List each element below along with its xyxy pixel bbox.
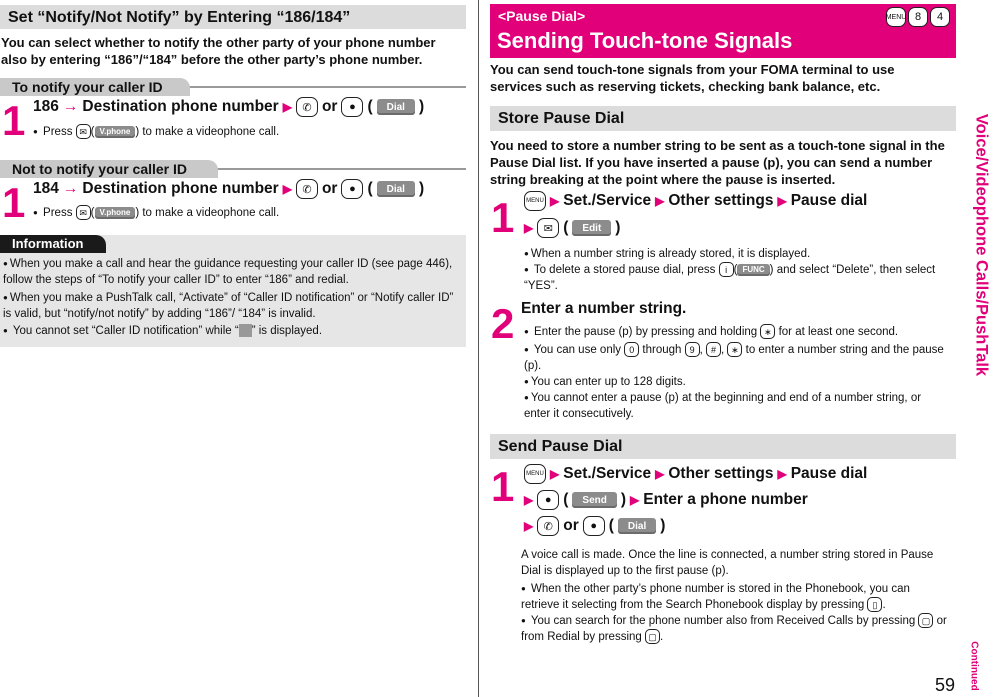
store-pause-dial-header: Store Pause Dial <box>490 106 956 131</box>
section-header-186-184 <box>0 5 466 29</box>
received-calls-key-icon: ▢ <box>918 613 933 628</box>
store-step-1-line2: ▶ ✉ ( Edit ) <box>524 219 621 236</box>
page-number: 59 <box>935 675 956 695</box>
chapter-title: Voice/Videophone Calls/PushTalk <box>972 113 991 377</box>
call-key-icon: ✆ <box>296 179 318 199</box>
zero-key-icon: 0 <box>624 342 639 357</box>
column-divider <box>478 0 479 697</box>
store-step2-bullet-3: ● You can enter up to 128 digits. <box>524 374 954 390</box>
send-softkey: Send <box>572 492 616 508</box>
store-step-2: Enter a number string. <box>521 300 687 317</box>
send-bullet-2: ● You can search for the phone number also from Received Calls by pressing ▢ or from Redial by pressing ▢ . <box>521 613 951 645</box>
bullet-videophone: ● Press ✉ ( V.phone ) to make a videophone call. <box>33 205 279 221</box>
pause-dial-header <box>490 4 956 58</box>
information-tab: Information <box>0 235 106 253</box>
section-title: Set “Notify/Not Notify” by Entering “186/184” <box>8 9 351 26</box>
nine-key-icon: 9 <box>685 342 700 357</box>
menu-key-icon: MENU <box>524 464 546 484</box>
i-appli-key-icon: i <box>719 262 734 277</box>
step-number: 1 <box>2 179 26 226</box>
menu-key-icon: MENU <box>886 7 906 27</box>
digit-key-icon: 8 <box>908 7 928 27</box>
asterisk-key-icon: ∗ <box>727 342 742 357</box>
subsection-tab-notify: To notify your caller ID <box>0 78 190 96</box>
phonebook-key-icon: ▯ <box>867 597 882 612</box>
send-step-line3: ▶ ✆ or ● ( Dial ) <box>524 517 666 534</box>
center-key-icon: ● <box>537 490 559 510</box>
store-step2-bullet-1: ● Enter the pause (p) by pressing and holding ∗ for at least one second. <box>524 324 954 340</box>
send-bullet-1: ● When the other party’s phone number is stored in the Phonebook, you can retrieve it selecting from the Search Phonebook display by pressing ▯ . <box>521 581 951 613</box>
step-number: 2 <box>491 300 515 347</box>
center-key-icon: ● <box>583 516 605 536</box>
step-number: 1 <box>2 97 26 144</box>
menu-shortcut <box>886 7 950 27</box>
store-step2-bullet-4: ● You cannot enter a pause (p) at the beginning and end of a number string, or enter it consecutively. <box>524 390 949 422</box>
step-number: 1 <box>491 194 515 241</box>
triangle-arrow-icon: ▶ <box>282 100 292 114</box>
step-instruction: 184 → Destination phone number ▶ ✆ or ● ( Dial ) <box>33 180 425 197</box>
digit-key-icon: 4 <box>930 7 950 27</box>
dial-softkey: Dial <box>377 99 415 115</box>
header-subtitle: <Pause Dial> <box>498 8 586 24</box>
call-key-icon: ✆ <box>296 97 318 117</box>
vphone-softkey: V.phone <box>95 207 136 219</box>
func-softkey: FUNC <box>737 264 769 276</box>
caller-id-status-icon <box>239 324 252 337</box>
info-bullet-3: ● You cannot set “Caller ID notification” while “ ” is displayed. <box>3 323 461 339</box>
store-step-1-line1: MENU ▶ Set./Service ▶ Other settings ▶ Pause dial <box>524 191 867 211</box>
menu-key-icon: MENU <box>524 191 546 211</box>
pause-intro: You can send touch-tone signals from your FOMA terminal to use services such as reserving tickets, checking bank balance, etc. <box>490 62 895 94</box>
intro-text: You can select whether to notify the other party of your phone number also by entering “186”/“184” before the other party’s phone number. <box>1 35 436 67</box>
center-key-icon: ● <box>341 97 363 117</box>
info-bullet-2: ● When you make a PushTalk call, “Activate” of “Caller ID notification” or “Notify caller ID” is valid, but “notify/not notify” by adding “186”/ “184” is invalid. <box>3 290 461 322</box>
vphone-softkey: V.phone <box>95 126 136 138</box>
store-intro: You need to store a number string to be sent as a touch-tone signal in the Pause Dial list. If you have inserted a pause (p), you can send a number string breaking at the point where the pause is inserted. <box>490 138 945 187</box>
dial-softkey: Dial <box>618 518 656 534</box>
dial-softkey: Dial <box>377 181 415 197</box>
store-bullet-1: ● When a number string is already stored, it is displayed. <box>524 246 954 262</box>
store-step2-bullet-2: ● You can use only 0 through 9 , # , ∗ to enter a number string and the pause (p). <box>524 342 954 374</box>
send-body: A voice call is made. Once the line is connected, a number string stored in Pause Dial is displayed up to the first pause (p). <box>521 549 934 577</box>
mail-key-icon: ✉ <box>76 124 91 139</box>
send-pause-dial-header: Send Pause Dial <box>490 434 956 459</box>
mail-key-icon: ✉ <box>537 218 559 238</box>
triangle-arrow-icon: ▶ <box>282 182 292 196</box>
store-bullet-2: ● To delete a stored pause dial, press i ( FUNC ) and select “Delete”, then select “YES”. <box>524 262 954 294</box>
bullet-videophone: ● Press ✉ ( V.phone ) to make a videophone call. <box>33 124 279 140</box>
center-key-icon: ● <box>341 179 363 199</box>
step-instruction: 186 → Destination phone number ▶ ✆ or ● ( Dial ) <box>33 98 425 115</box>
subsection-tab-not-notify: Not to notify your caller ID <box>0 160 218 178</box>
send-step-line1: MENU ▶ Set./Service ▶ Other settings ▶ Pause dial <box>524 464 867 484</box>
hash-key-icon: # <box>706 342 721 357</box>
send-step-line2: ▶ ● ( Send ) ▶ Enter a phone number <box>524 491 808 508</box>
edit-softkey: Edit <box>572 220 611 236</box>
mail-key-icon: ✉ <box>76 205 91 220</box>
chapter-sidebar <box>966 95 996 395</box>
step-number: 1 <box>491 463 515 510</box>
call-key-icon: ✆ <box>537 516 559 536</box>
info-bullet-1: ● When you make a call and hear the guidance requesting your caller ID (see page 446), follow the steps of “To notify your caller ID” to enter “186” and redial. <box>3 256 461 288</box>
header-title: Sending Touch-tone Signals <box>497 28 793 53</box>
redial-key-icon: ▢ <box>645 629 660 644</box>
continued-marker: Continued <box>968 641 980 691</box>
asterisk-key-icon: ∗ <box>760 324 775 339</box>
